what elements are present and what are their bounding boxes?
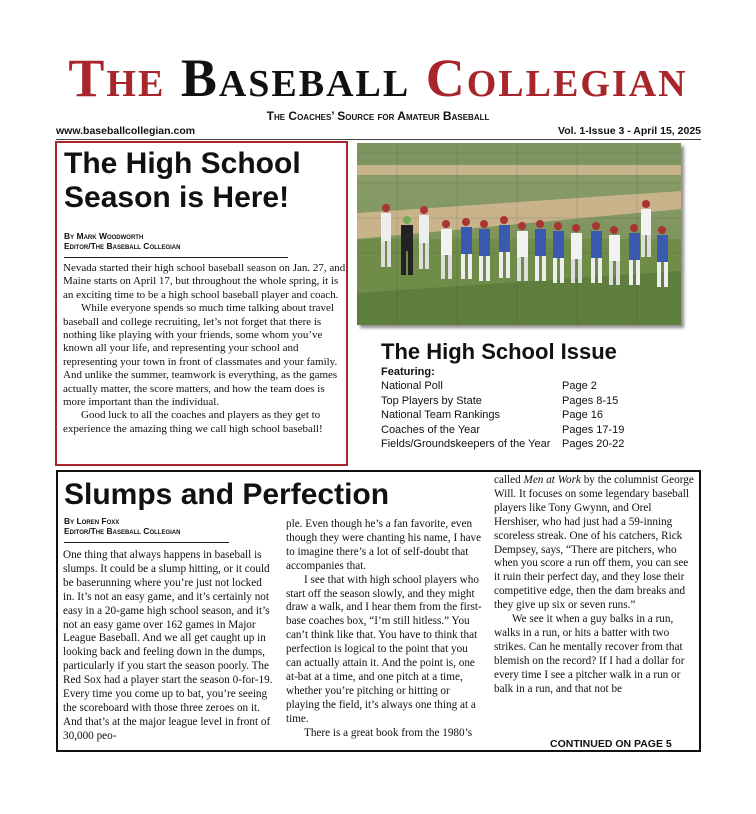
website-link[interactable]: www.baseballcollegian.com (56, 125, 196, 137)
article2-column-3 (494, 474, 694, 697)
article2-column-2 (286, 518, 484, 741)
feature-item (381, 394, 681, 409)
feature-item (381, 408, 681, 423)
article1-author-role: Editor/The Baseball Collegian (64, 241, 181, 251)
issue-info: Vol. 1-Issue 3 - April 15, 2025 (558, 125, 701, 137)
article2-divider (64, 542, 229, 543)
article2-column-1 (63, 549, 275, 744)
issue-box-title: The High School Issue (381, 339, 617, 364)
article1-divider (64, 257, 288, 258)
article1-paragraph: While everyone spends so much time talking about travel baseball and college recruiting, let’s not forget that there is nothing like playing with your friends, some whom you’ve known all your life, and representing your school and representing your town in front of classmates and your family. And unlike the summer, teamwork is everything, as the games actually matter, the score matters, and how the team does is more important than the individual. (63, 302, 338, 409)
feature-pages: Page 2 (562, 380, 597, 392)
article2-author: By Loren Foxx (64, 516, 120, 526)
feature-label: Top Players by State (381, 394, 482, 407)
info-line (56, 124, 701, 140)
article1-author: By Mark Woodworth (64, 231, 144, 241)
feature-item (381, 379, 681, 394)
feature-pages: Pages 8-15 (562, 394, 619, 407)
baseball-teams-handshake-photo (357, 143, 681, 325)
book-title: Men at Work (523, 474, 581, 486)
article2-paragraph (494, 474, 694, 613)
col3-lead: called (494, 474, 524, 486)
feature-label: National Poll (381, 380, 443, 392)
feature-label: Coaches of the Year (381, 423, 481, 436)
feature-pages: Pages 20-22 (562, 438, 625, 451)
article2-headline: Slumps and Perfection (64, 478, 390, 511)
masthead-baseball: Baseball (180, 48, 411, 108)
article1-headline: The High School Season is Here! (64, 147, 301, 214)
tagline: The Coaches’ Source for Amateur Baseball (266, 109, 490, 123)
masthead-the: The (68, 48, 166, 108)
article2-paragraph: ple. Even though he’s a fan favorite, even though they were chanting his name, I have to imagine there’s a lot of self-doubt that accompanies that. (286, 518, 482, 572)
continued-on-page-link[interactable]: CONTINUED ON PAGE 5 (550, 738, 672, 750)
article2-paragraph: I see that with high school players who start off the season slowly, and they might draw a walk, and I hear them from the first-base coaches box, “I’m still hitless.” You can’t think like that. You have to think that perfection is logical to the point that you can actually attain it. And the point is, one at-bat at a time, and one pitch at a time, whether you’re pitching or hitting or playing the field, it’s always one thing at a time. (286, 573, 482, 725)
feature-label: Fields/Groundskeepers of the Year (381, 438, 551, 451)
article2-author-role: Editor/The Baseball Collegian (64, 526, 181, 536)
article1-byline (64, 231, 344, 251)
feature-pages: Page 16 (562, 409, 603, 422)
article1-paragraph: Nevada started their high school baseball season on Jan. 27, and Maine starts on April 17, but throughout the whole spring, it is an exciting time to be a high school baseball player and coach. (63, 262, 346, 301)
feature-item (381, 437, 681, 452)
feature-list (381, 379, 681, 452)
masthead-collegian: Collegian (425, 48, 688, 108)
feature-label: National Team Rankings (381, 409, 501, 422)
article2-byline (64, 516, 264, 536)
article1-paragraph: Good luck to all the coaches and players as they get to experience the amazing thing we call high school baseball! (63, 409, 323, 435)
article2-paragraph: One thing that always happens in baseball is slumps. It could be a slump hitting, or it could be baserunning where you’re just not locked in. It’s not an easy game, and it’s certainly not easy in a 20-game high school season, and it’s not an easy game over 162 games in Major League Baseball. And we all get caught up in looking back and feeling down in the dumps, particularly if you start the season poorly. The Red Sox had a player start the season 0-for-19. Every time you come up to bat, you’re seeing the scoreboard with those three zeroes on it. And that’s at the major league level in front of 30,000 peo- (63, 549, 273, 742)
featuring-label: Featuring: (381, 366, 435, 378)
article2-paragraph: We see it when a guy balks in a run, walks in a run, or hits a batter with two strikes. Can he mentally recover from that blemish on the record? If I had a dollar for every time I see a pitcher walk in a run or balk in a run, and that not be (494, 613, 685, 695)
feature-item (381, 423, 681, 438)
col3-rest: by the columnist George Will. It focuses on some legendary baseball players like Tony Gwynn, and Orel Hershiser, who had just had a 59-inning scoreless streak. One of his catchers, Rick Dempsey, says, “There are pitchers, who when you score a run off them, you can see it ruin their perfect day, and they lose their competitive edge, then the dam breaks and they give up six or seven runs.” (494, 474, 694, 612)
article2-paragraph: There is a great book from the 1980’s (304, 726, 473, 739)
feature-pages: Pages 17-19 (562, 423, 625, 436)
article1-body (63, 262, 346, 436)
masthead-title (0, 48, 756, 108)
article-high-school-season (55, 141, 348, 466)
article-slumps-and-perfection (56, 470, 701, 752)
